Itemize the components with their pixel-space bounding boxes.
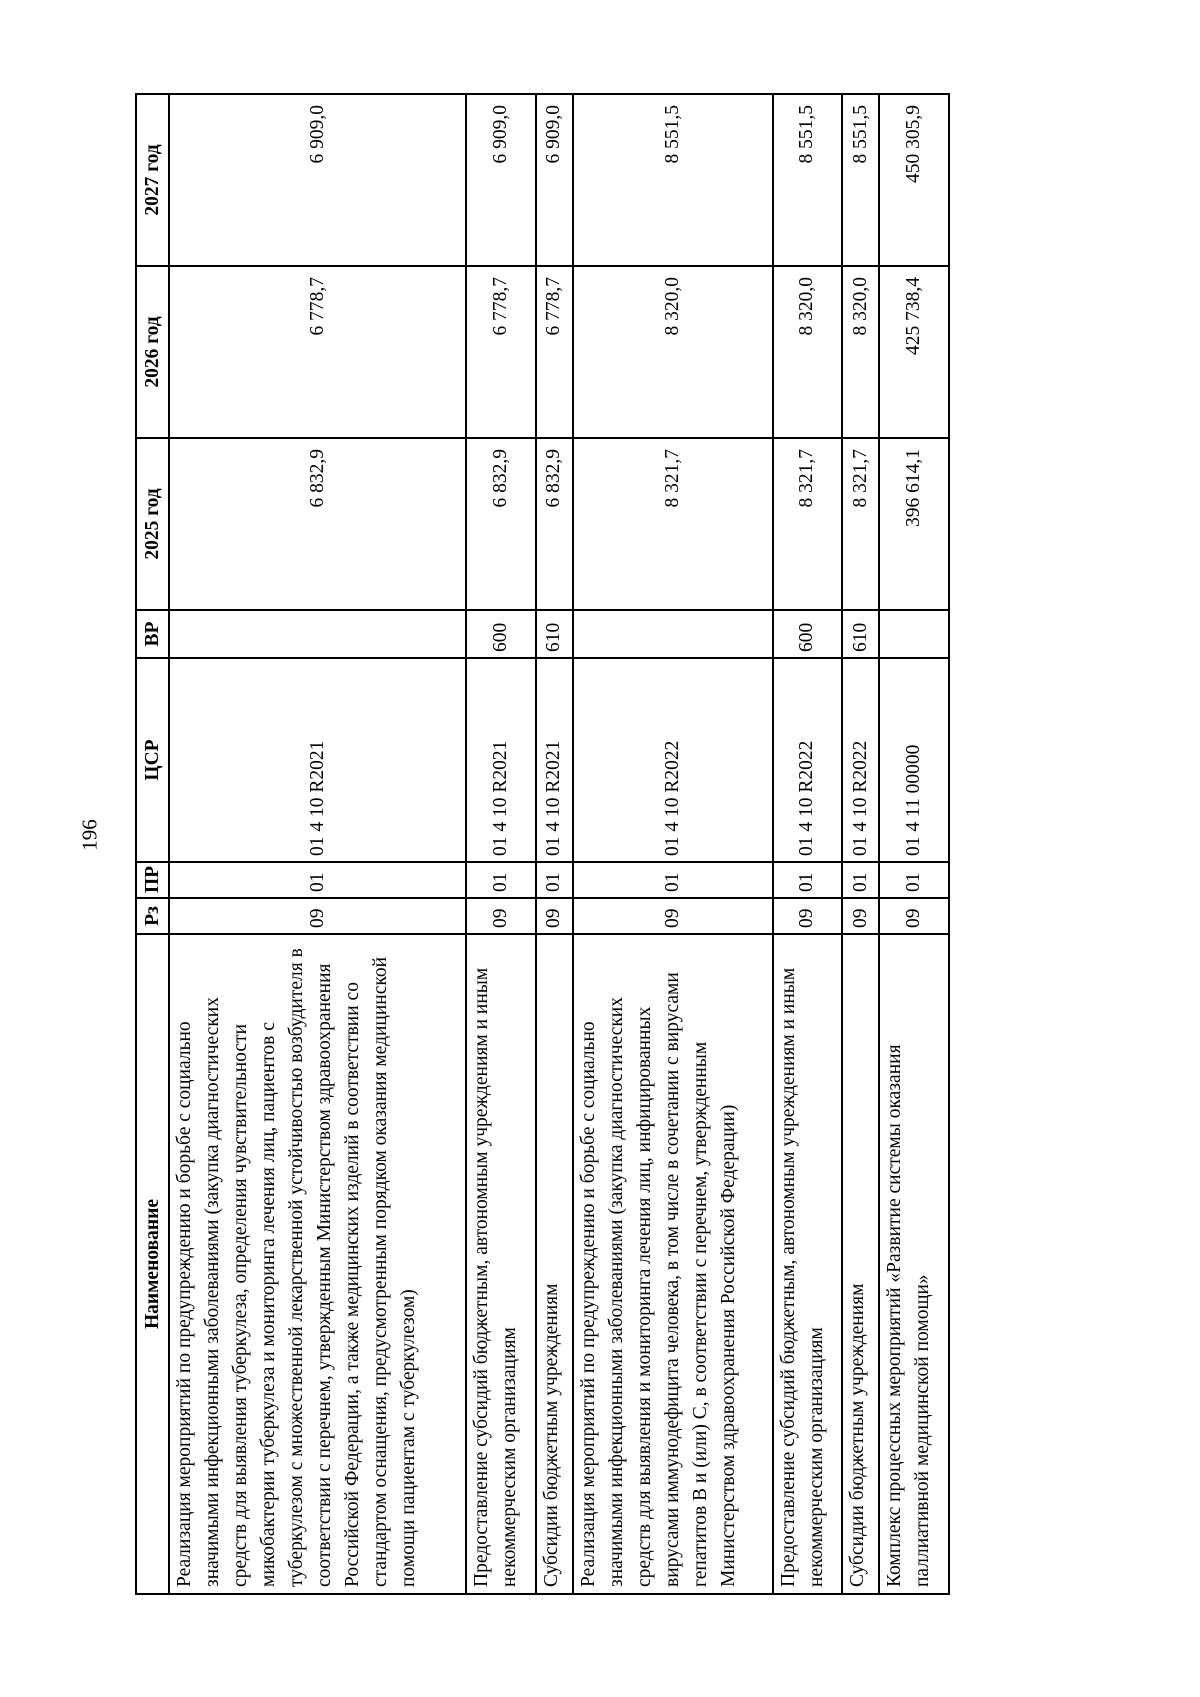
row-pr: 01 (536, 862, 573, 898)
table-row (466, 94, 536, 1594)
row-2026: 425 738,4 (879, 266, 949, 438)
row-2027: 8 551,5 (573, 94, 773, 266)
row-pr: 01 (842, 862, 879, 898)
row-rz: 09 (842, 898, 879, 934)
row-rz: 09 (773, 898, 843, 934)
row-vr: 600 (466, 610, 536, 658)
header-2026: 2026 год (136, 266, 169, 438)
table-row (879, 94, 949, 1594)
row-name: Предоставление субсидий бюджетным, автономным учреждениям и иным некоммерческим организациям (773, 934, 843, 1594)
header-rz: Рз (136, 898, 169, 934)
header-vr: ВР (136, 610, 169, 658)
row-csr: 01 4 10 R2022 (573, 658, 773, 862)
header-2025: 2025 год (136, 438, 169, 610)
table-row (169, 94, 466, 1594)
table-row (573, 94, 773, 1594)
row-2025: 396 614,1 (879, 438, 949, 610)
row-2025: 8 321,7 (573, 438, 773, 610)
row-2027: 6 909,0 (466, 94, 536, 266)
row-vr (573, 610, 773, 658)
row-name: Субсидии бюджетным учреждениям (842, 934, 879, 1594)
table-row (773, 94, 843, 1594)
row-vr (879, 610, 949, 658)
row-2027: 8 551,5 (773, 94, 843, 266)
row-2025: 6 832,9 (169, 438, 466, 610)
rotated-table-container (135, 95, 950, 1595)
row-csr: 01 4 11 00000 (879, 658, 949, 862)
header-name: Наименование (136, 934, 169, 1594)
row-rz: 09 (169, 898, 466, 934)
table-row (536, 94, 573, 1594)
row-vr (169, 610, 466, 658)
row-name: Реализация мероприятий по предупреждению и борьбе с социально значимыми инфекционными заболеваниями (закупка диагностических средств для выявления и мониторинга лечения лиц, инфицированных вирусами иммунодефицита человека, в том числе в сочетании с вирусами гепатитов В и (или) С, в соответствии с перечнем, утвержденным Министерством здравоохранения Российской Федерации) (573, 934, 773, 1594)
row-name: Субсидии бюджетным учреждениям (536, 934, 573, 1594)
row-csr: 01 4 10 R2022 (773, 658, 843, 862)
row-2026: 6 778,7 (536, 266, 573, 438)
row-pr: 01 (573, 862, 773, 898)
header-pr: ПР (136, 862, 169, 898)
row-pr: 01 (169, 862, 466, 898)
row-vr: 610 (536, 610, 573, 658)
header-csr: ЦСР (136, 658, 169, 862)
table-row (842, 94, 879, 1594)
row-name: Реализация мероприятий по предупреждению и борьбе с социально значимыми инфекционными заболеваниями (закупка диагностических средств для выявления туберкулеза, определения чувствительности микобактерии туберкулеза и мониторинга лечения лиц, пациентов с туберкулезом с множественной лекарственной устойчивостью возбудителя в соответствии с перечнем, утвержденным Министерством здравоохранения Российской Федерации, а также медицинских изделий в соответствии со стандартом оснащения, предусмотренным порядком оказания медицинской помощи пациентам с туберкулезом) (169, 934, 466, 1594)
row-2025: 8 321,7 (842, 438, 879, 610)
row-2027: 450 305,9 (879, 94, 949, 266)
row-pr: 01 (773, 862, 843, 898)
row-name: Предоставление субсидий бюджетным, автономным учреждениям и иным некоммерческим организациям (466, 934, 536, 1594)
row-vr: 600 (773, 610, 843, 658)
table-header-row (136, 94, 169, 1594)
row-csr: 01 4 10 R2021 (466, 658, 536, 862)
row-vr: 610 (842, 610, 879, 658)
row-rz: 09 (573, 898, 773, 934)
row-csr: 01 4 10 R2022 (842, 658, 879, 862)
row-2025: 6 832,9 (536, 438, 573, 610)
row-2025: 6 832,9 (466, 438, 536, 610)
row-rz: 09 (879, 898, 949, 934)
row-csr: 01 4 10 R2021 (536, 658, 573, 862)
budget-table (135, 93, 950, 1595)
row-2027: 6 909,0 (536, 94, 573, 266)
row-2026: 6 778,7 (466, 266, 536, 438)
page-number: 196 (77, 819, 102, 851)
row-2027: 8 551,5 (842, 94, 879, 266)
row-csr: 01 4 10 R2021 (169, 658, 466, 862)
row-pr: 01 (466, 862, 536, 898)
row-2026: 8 320,0 (573, 266, 773, 438)
row-pr: 01 (879, 862, 949, 898)
row-rz: 09 (466, 898, 536, 934)
row-2026: 8 320,0 (773, 266, 843, 438)
row-rz: 09 (536, 898, 573, 934)
header-2027: 2027 год (136, 94, 169, 266)
row-2026: 6 778,7 (169, 266, 466, 438)
row-2025: 8 321,7 (773, 438, 843, 610)
row-2027: 6 909,0 (169, 94, 466, 266)
row-name: Комплекс процессных мероприятий «Развитие системы оказания паллиативной медицинской помощи» (879, 934, 949, 1594)
row-2026: 8 320,0 (842, 266, 879, 438)
